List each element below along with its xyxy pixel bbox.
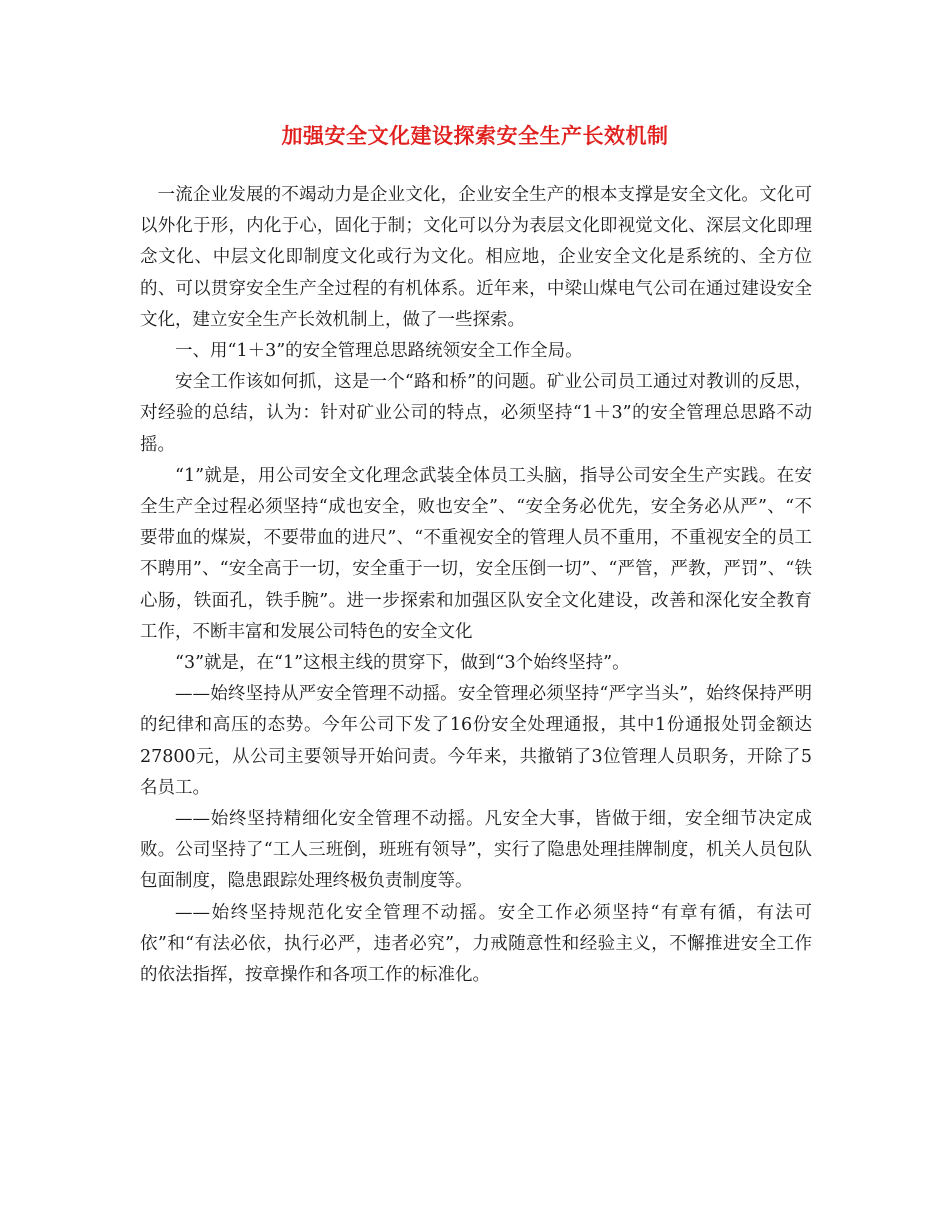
paragraph-intro: 一流企业发展的不竭动力是企业文化，企业安全生产的根本支撑是安全文化。文化可以外化于形，内化于心，固化于制；文化可以分为表层文化即视觉文化、深层文化即理念文化、中层文化即制度文化或行为文化。相应地，企业安全文化是系统的、全方位的、可以贯穿安全生产全过程的有机体系。近年来，中梁山煤电气公司在通过建设安全文化，建立安全生产长效机制上，做了一些探索。 [140, 185, 812, 330]
paragraph-three-explained: “3”就是，在“1”这根主线的贯穿下，做到“3个始终坚持”。 [175, 653, 630, 674]
document-body [140, 180, 812, 991]
paragraph-standardized-management: ——始终坚持规范化安全管理不动摇。安全工作必须坚持“有章有循，有法可依”和“有法必依，执行必严，违者必究”，力戒随意性和经验主义，不懈推进安全工作的依法指挥，按章操作和各项工作的标准化。 [140, 902, 812, 986]
paragraph-road-and-bridge: 安全工作该如何抓，这是一个“路和桥”的问题。矿业公司员工通过对教训的反思，对经验的总结，认为：针对矿业公司的特点，必须坚持“1＋3”的安全管理总思路不动摇。 [140, 372, 812, 455]
paragraph-refined-management: ——始终坚持精细化安全管理不动摇。凡安全大事，皆做于细，安全细节决定成败。公司坚持了“工人三班倒，班班有领导”，实行了隐患处理挂牌制度，机关人员包队包面制度，隐患跟踪处理终极负责制度等。 [140, 809, 812, 892]
document-title: 加强安全文化建设探索安全生产长效机制 [281, 123, 669, 148]
paragraph-strict-management: ——始终坚持从严安全管理不动摇。安全管理必须坚持“严字当头”，始终保持严明的纪律和高压的态势。今年公司下发了16份安全处理通报，其中1份通报处罚金额达27800元，从公司主要领导开始问责。今年来，共撤销了3位管理人员职务，开除了5名员工。 [140, 684, 812, 798]
paragraph-one-explained: “1”就是，用公司安全文化理念武装全体员工头脑，指导公司安全生产实践。在安全生产全过程必须坚持“成也安全，败也安全”、“安全务必优先，安全务必从严”、“不要带血的煤炭，不要带血的进尺”、“不重视安全的管理人员不重用，不重视安全的员工不聘用”、“安全高于一切，安全重于一切，安全压倒一切”、“严管，严教，严罚”、“铁心肠，铁面孔，铁手腕”。进一步探索和加强区队安全文化建设，改善和深化安全教育工作，不断丰富和发展公司特色的安全文化 [140, 465, 812, 642]
paragraph-section-heading: 一、用“1＋3”的安全管理总思路统领安全工作全局。 [175, 341, 583, 362]
